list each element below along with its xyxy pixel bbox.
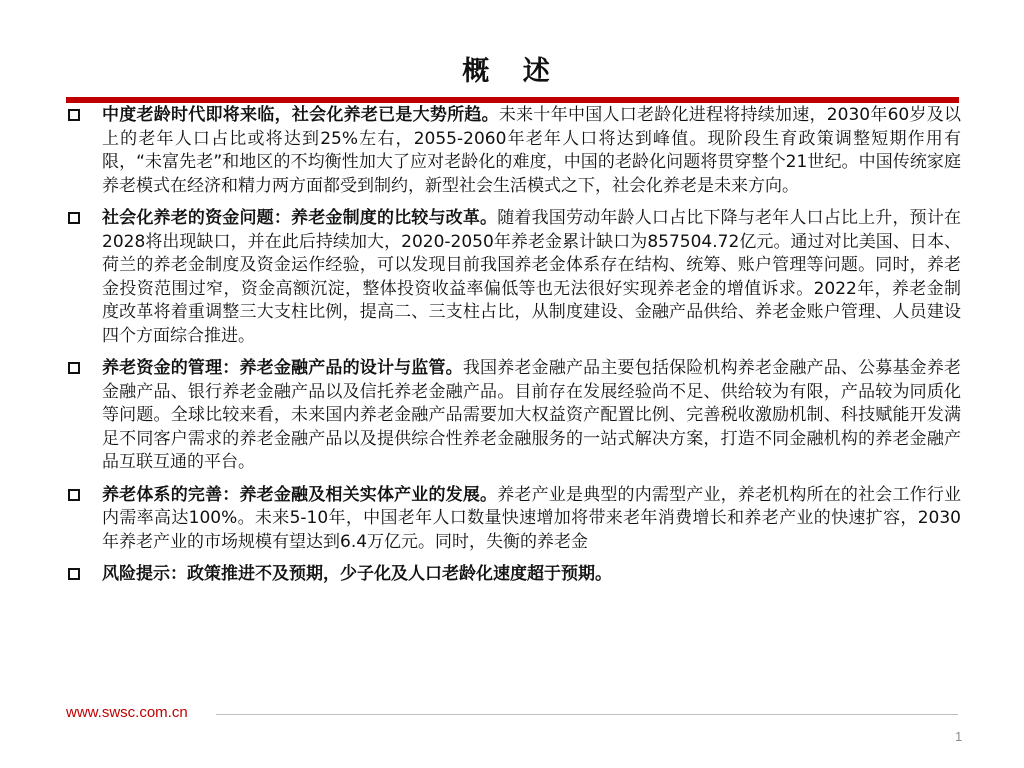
website-link[interactable]: www.swsc.com.cn xyxy=(66,704,188,721)
bullet-heading: 风险提示：政策推进不及预期，少子化及人口老龄化速度超于预期。 xyxy=(102,564,612,584)
bullet-body: 我国养老金融产品主要包括保险机构养老金融产品、公募基金养老金融产品、银行养老金融产品以及信托养老金融产品。目前存在发展经验尚不足、供给较为有限，产品较为同质化等问题。全球比较来看，未来国内养老金融产品需要加大权益资产配置比例、完善税收激励机制、科技赋能开发满足不同客户需求的养老金融产品以及提供综合性养老金融服务的一站式解决方案，打造不同金融机构的养老金融产品互联互通的平台。 xyxy=(102,358,962,472)
square-bullet-icon xyxy=(68,489,80,501)
page-title: 概 述 xyxy=(462,56,562,87)
bullet-heading: 养老资金的管理：养老金融产品的设计与监管。 xyxy=(102,358,463,378)
page-number: 1 xyxy=(955,729,963,744)
bullet-heading: 社会化养老的资金问题：养老金制度的比较与改革。 xyxy=(102,208,498,228)
bullet-body: 随着我国劳动年龄人口占比下降与老年人口占比上升，预计在2028将出现缺口，并在此后持续加大，2020-2050年养老金累计缺口为857504.72亿元。通过对比美国、日本、荷兰的养老金制度及资金运作经验，可以发现目前我国养老金体系存在结构、统筹、账户管理等问题。同时，养老金投资范围过窄，资金高额沉淀，整体投资收益率偏低等也无法很好实现养老金的增值诉求。2022年，养老金制度改革将着重调整三大支柱比例，提高二、三支柱占比，从制度建设、金融产品供给、养老金账户管理、人员建设四个方面综合推进。 xyxy=(102,208,962,346)
bullet-item-product-management xyxy=(66,357,961,475)
summary-list xyxy=(66,104,961,596)
bullet-body: 未来十年中国人口老龄化进程将持续加速，2030年60岁及以上的老年人口占比或将达到25%左右，2055-2060年老年人口将达到峰值。现阶段生育政策调整短期作用有限，“未富先老”和地区的不均衡性加大了应对老龄化的难度，中国的老龄化问题将贯穿整个21世纪。中国传统家庭养老模式在经济和精力两方面都受到制约，新型社会生活模式之下，社会化养老是未来方向。 xyxy=(102,105,961,196)
bullet-body: 养老产业是典型的内需型产业，养老机构所在的社会工作行业内需率高达100%。未来5-10年，中国老年人口数量快速增加将带来老年消费增长和养老产业的快速扩容，2030年养老产业的市场规模有望达到6.4万亿元。同时，失衡的养老金 xyxy=(102,484,962,552)
bullet-item-aging xyxy=(66,104,961,198)
bullet-item-risk-warning xyxy=(66,563,961,587)
footer-divider xyxy=(216,714,958,715)
bullet-item-pension-funding xyxy=(66,207,961,348)
square-bullet-icon xyxy=(68,568,80,580)
square-bullet-icon xyxy=(68,109,80,121)
bullet-heading: 养老体系的完善：养老金融及相关实体产业的发展。 xyxy=(102,484,498,505)
title-divider xyxy=(66,97,959,103)
bullet-heading: 中度老龄时代即将来临，社会化养老已是大势所趋。 xyxy=(102,105,499,125)
square-bullet-icon xyxy=(68,362,80,374)
bullet-item-industry-development xyxy=(66,484,961,555)
square-bullet-icon xyxy=(68,212,80,224)
